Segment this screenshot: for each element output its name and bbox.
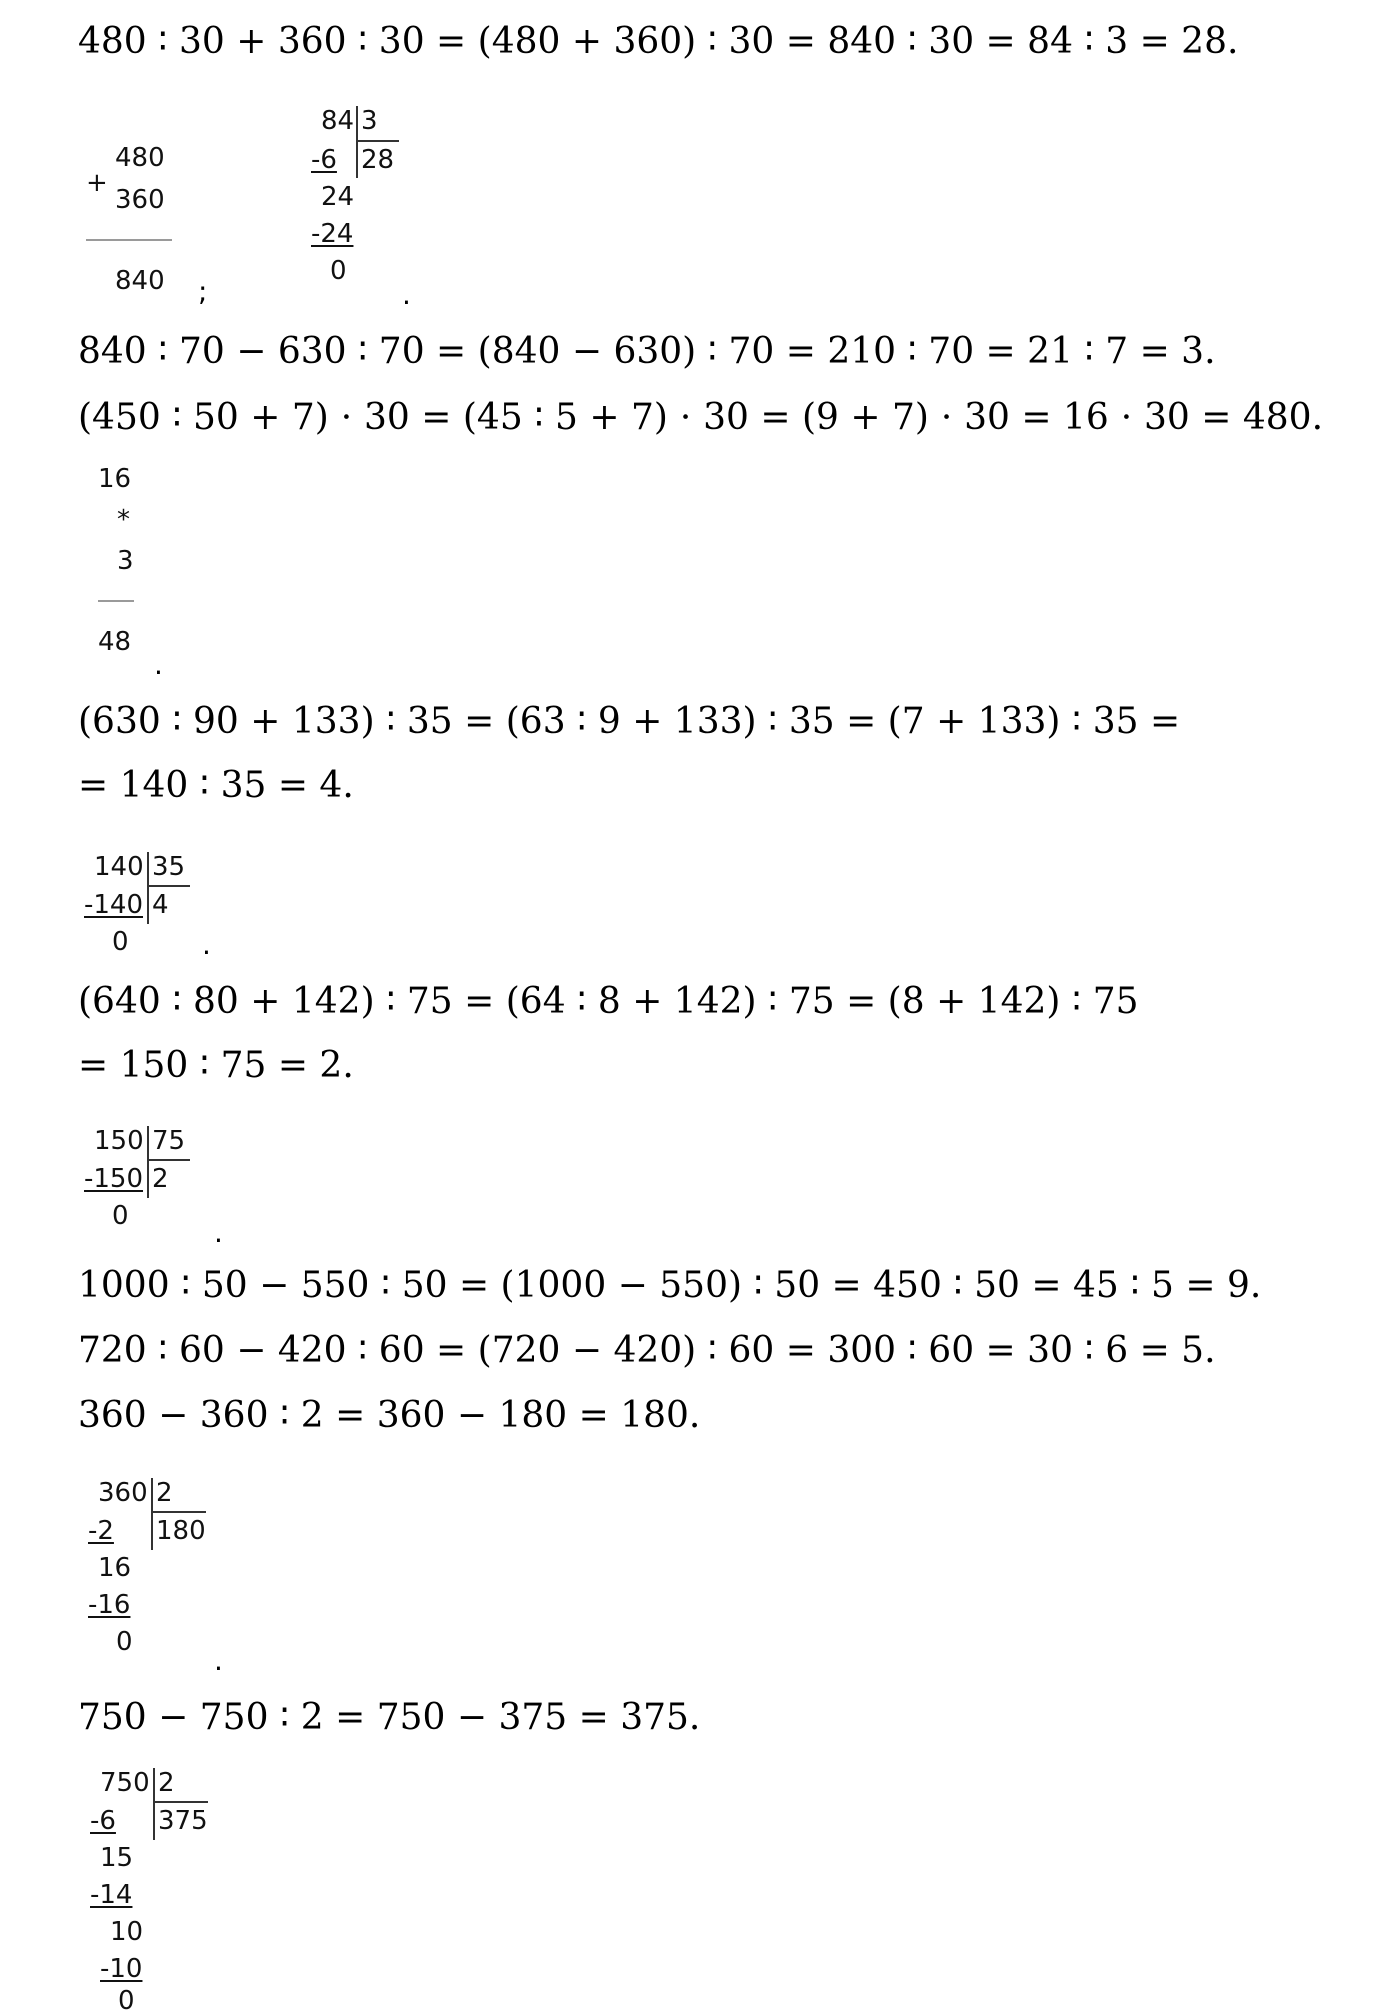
dividend: 150 bbox=[94, 1126, 144, 1156]
divisor: 3 bbox=[361, 106, 378, 136]
quotient-line bbox=[148, 1159, 190, 1161]
subtrahend-1: -140 bbox=[84, 890, 144, 920]
division-bar bbox=[147, 852, 149, 924]
dividend: 84 bbox=[321, 106, 355, 136]
divisor: 2 bbox=[156, 1478, 173, 1508]
quotient: 180 bbox=[156, 1516, 206, 1546]
remainder-final: 0 bbox=[112, 927, 129, 957]
quotient: 4 bbox=[152, 890, 169, 920]
dividend: 750 bbox=[100, 1768, 150, 1798]
addend-2: 360 bbox=[115, 185, 165, 215]
remainder-1: 16 bbox=[98, 1553, 132, 1583]
equation-7: 720 ∶ 60 − 420 ∶ 60 = (720 − 420) ∶ 60 = 300 ∶ 60 = 30 ∶ 6 = 5. bbox=[78, 1330, 1216, 1371]
multiply-sign: * bbox=[117, 505, 130, 535]
equation-4-line-2: = 140 ∶ 35 = 4. bbox=[78, 765, 354, 806]
division-bar bbox=[147, 1126, 149, 1198]
factor-2: 3 bbox=[117, 546, 134, 576]
division-bar bbox=[153, 1768, 155, 1840]
subtrahend-2: -24 bbox=[311, 219, 354, 249]
product-line bbox=[98, 600, 134, 602]
equation-5-line-2: = 150 ∶ 75 = 2. bbox=[78, 1045, 354, 1086]
equation-6: 1000 ∶ 50 − 550 ∶ 50 = (1000 − 550) ∶ 50 = 450 ∶ 50 = 45 ∶ 5 = 9. bbox=[78, 1265, 1262, 1306]
subtrahend-1: -2 bbox=[88, 1516, 114, 1546]
remainder-final: 0 bbox=[118, 1986, 135, 2016]
quotient-line bbox=[152, 1511, 206, 1513]
period: . bbox=[154, 648, 163, 681]
subtrahend-2: -14 bbox=[90, 1880, 133, 1910]
quotient: 375 bbox=[158, 1806, 208, 1836]
sum-line bbox=[86, 239, 172, 241]
equation-2: 840 ∶ 70 − 630 ∶ 70 = (840 − 630) ∶ 70 = 210 ∶ 70 = 21 ∶ 7 = 3. bbox=[78, 331, 1216, 372]
quotient-line bbox=[357, 140, 399, 142]
remainder-1: 15 bbox=[100, 1843, 134, 1873]
equation-5-line-1: (640 ∶ 80 + 142) ∶ 75 = (64 ∶ 8 + 142) ∶ 75 = (8 + 142) ∶ 75 bbox=[78, 981, 1139, 1022]
period: . bbox=[214, 1216, 223, 1249]
product: 48 bbox=[98, 627, 132, 657]
dividend: 360 bbox=[98, 1478, 148, 1508]
addend-1: 480 bbox=[115, 143, 165, 173]
remainder-final: 0 bbox=[112, 1201, 129, 1231]
equation-4-line-1: (630 ∶ 90 + 133) ∶ 35 = (63 ∶ 9 + 133) ∶ 35 = (7 + 133) ∶ 35 = bbox=[78, 701, 1181, 742]
remainder-2: 10 bbox=[110, 1917, 144, 1947]
period: . bbox=[202, 928, 211, 961]
divisor: 2 bbox=[158, 1768, 175, 1798]
division-bar bbox=[356, 106, 358, 178]
factor-1: 16 bbox=[98, 464, 132, 494]
plus-sign: + bbox=[86, 168, 108, 198]
equation-9: 750 − 750 ∶ 2 = 750 − 375 = 375. bbox=[78, 1697, 701, 1738]
subtrahend-3: -10 bbox=[100, 1954, 143, 1984]
dividend: 140 bbox=[94, 852, 144, 882]
subtrahend-2: -16 bbox=[88, 1590, 131, 1620]
subtrahend-1: -6 bbox=[90, 1806, 116, 1836]
equation-3: (450 ∶ 50 + 7) ⋅ 30 = (45 ∶ 5 + 7) ⋅ 30 = (9 + 7) ⋅ 30 = 16 ⋅ 30 = 480. bbox=[78, 397, 1324, 438]
period: . bbox=[402, 278, 411, 311]
divisor: 75 bbox=[152, 1126, 186, 1156]
semicolon: ; bbox=[198, 275, 208, 308]
equation-1: 480 ∶ 30 + 360 ∶ 30 = (480 + 360) ∶ 30 = 840 ∶ 30 = 84 ∶ 3 = 28. bbox=[78, 21, 1239, 62]
division-bar bbox=[151, 1478, 153, 1550]
quotient: 28 bbox=[361, 145, 395, 175]
sum-result: 840 bbox=[115, 266, 165, 296]
equation-8: 360 − 360 ∶ 2 = 360 − 180 = 180. bbox=[78, 1395, 701, 1436]
subtrahend-1: -150 bbox=[84, 1164, 144, 1194]
quotient: 2 bbox=[152, 1164, 169, 1194]
quotient-line bbox=[154, 1801, 208, 1803]
period: . bbox=[214, 1644, 223, 1677]
remainder-final: 0 bbox=[116, 1627, 133, 1657]
subtrahend-1: -6 bbox=[311, 145, 337, 175]
divisor: 35 bbox=[152, 852, 186, 882]
remainder-final: 0 bbox=[330, 256, 347, 286]
remainder-1: 24 bbox=[321, 182, 355, 212]
quotient-line bbox=[148, 885, 190, 887]
